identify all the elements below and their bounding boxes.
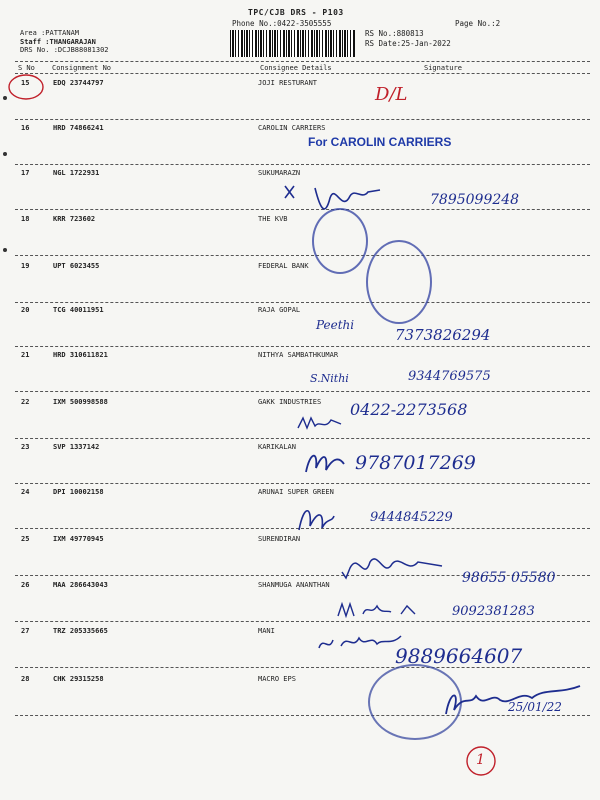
phone-handwritten-21: 9344769575 [408,369,491,384]
consignment-number: MAA 286643043 [53,581,108,589]
row-number: 23 [21,443,30,451]
page-number: Page No.:2 [455,19,501,28]
phone-handwritten-26: 9092381283 [452,604,535,619]
col-consignee: Consignee Details [260,64,332,72]
consignment-number: IXM 500998588 [53,398,108,406]
phone-number: Phone No.:0422-3505555 [232,19,332,28]
consignment-number: HRD 74866241 [53,124,104,132]
rs-block [365,29,451,49]
punch-hole [3,248,7,252]
consignee-name: SHANMUGA ANANTHAN [258,581,330,589]
consignee-name: GAKK INDUSTRIES [258,398,322,406]
divider [15,73,590,74]
rs-number: RS No.:880813 [365,29,424,38]
consignment-number: IXM 49770945 [53,535,104,543]
signature-26 [335,598,435,622]
phone-handwritten-22: 0422-2273568 [350,400,468,419]
col-sno: S No [18,64,35,72]
row-number: 20 [21,306,30,314]
consignment-number: CHK 29315258 [53,675,104,683]
consignee-name: RAJA GOPAL [258,306,301,314]
row-number: 28 [21,675,30,683]
phone-handwritten-20: 7373826294 [395,326,491,344]
row-number: 15 [21,79,30,87]
consignee-name: JOJI RESTURANT [258,79,318,87]
consignment-number: NGL 1722931 [53,169,100,177]
consignment-number: SVP 1337142 [53,443,100,451]
consignment-number: HRD 310611821 [53,351,108,359]
row-number: 25 [21,535,30,543]
consignee-name: MACRO EPS [258,675,296,683]
phone-handwritten-17: 7895099248 [430,192,520,208]
signature-24 [294,500,339,536]
row-number: 18 [21,215,30,223]
row-divider [15,438,590,439]
row-divider [15,346,590,347]
consignment-number: UPT 6023455 [53,262,100,270]
signature-20: Peethi [316,318,355,332]
consignee-name: MANI [258,627,275,635]
row-number: 22 [21,398,30,406]
row-divider [15,255,590,256]
consignment-number: KRR 723602 [53,215,96,223]
rs-date: RS Date:25-Jan-2022 [365,39,451,48]
drs-number: DRS No. :DCJB88081302 [20,46,109,54]
consignee-name: ARUNAI SUPER GREEN [258,488,334,496]
consignee-name: THE KVB [258,215,288,223]
col-signature: Signature [424,64,462,72]
row-number: 21 [21,351,30,359]
federal-bank-stamp [366,240,432,324]
consignment-number: TRZ 205335665 [53,627,108,635]
staff-label: Staff :THANGARAJAN [20,37,96,46]
consignment-number: DPI 10002158 [53,488,104,496]
signature-25 [338,548,458,588]
company-stamp: For CAROLIN CARRIERS [308,135,452,149]
circle-mark [6,73,46,101]
phone-handwritten-27: 9889664607 [395,644,523,668]
row-divider [15,391,590,392]
col-consignment: Consignment No [52,64,112,72]
consignee-name: SUKUMARAZN [258,169,301,177]
area-label: Area :PATTANAM [20,29,80,37]
phone-handwritten-23: 9787017269 [355,452,476,474]
phone-handwritten-25: 98655 05580 [462,570,556,586]
row-divider [15,164,590,165]
row-number: 26 [21,581,30,589]
punch-hole [3,152,7,156]
divider [15,61,590,62]
consignee-name: NITHYA SAMBATHKUMAR [258,351,339,359]
barcode [230,30,355,57]
consignee-name: CAROLIN CARRIERS [258,124,326,132]
circled-number: 1 [476,752,485,768]
area-block [20,29,109,55]
date-handwritten-28: 25/01/22 [508,700,562,714]
delivered-mark: D/L [375,84,408,105]
consignee-name: FEDERAL BANK [258,262,309,270]
row-number: 24 [21,488,30,496]
row-number: 16 [21,124,30,132]
row-divider [15,621,590,622]
signature-22 [295,410,345,435]
bank-stamp [312,208,368,274]
consignment-number: EDQ 23744797 [53,79,104,87]
consignee-name: SURENDIRAN [258,535,301,543]
row-divider [15,302,590,303]
row-divider [15,483,590,484]
phone-handwritten-24: 9444845229 [370,510,453,525]
row-number: 19 [21,262,30,270]
row-number: 27 [21,627,30,635]
row-number: 17 [21,169,30,177]
row-divider [15,119,590,120]
consignment-number: TCG 40011951 [53,306,104,314]
consignee-name: KARIKALAN [258,443,296,451]
signature-23 [300,444,355,478]
signature-21: S.Nithi [310,372,349,385]
sheet-title: TPC/CJB DRS - P103 [248,8,344,17]
